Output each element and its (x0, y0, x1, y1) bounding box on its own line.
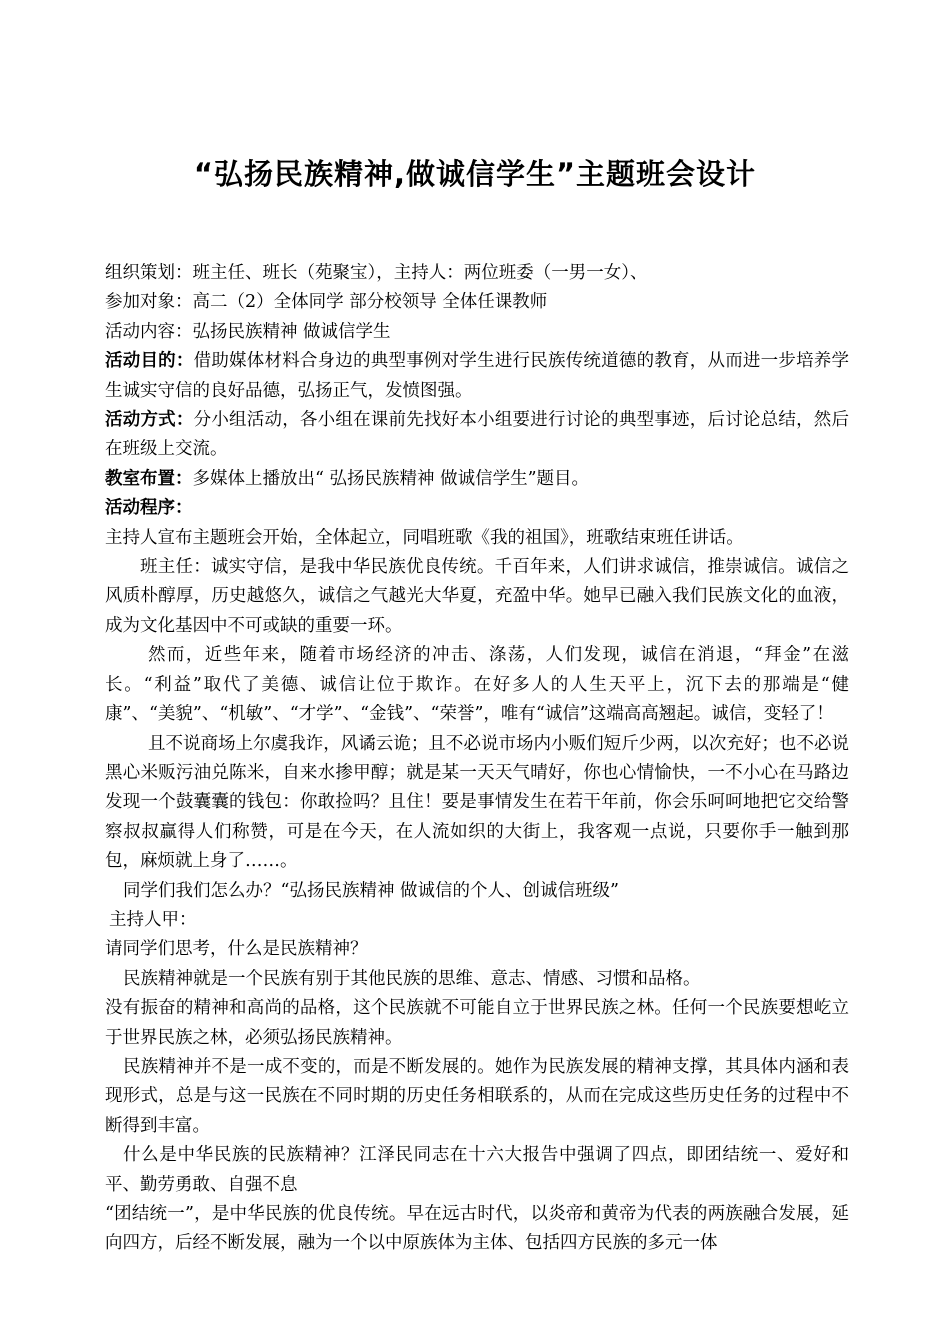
purpose-text: 借助媒体材料合身边的典型事例对学生进行民族传统道德的教育，从而进一步培养学生诚实守信的良好品德，弘扬正气，发愤图强。 (105, 351, 850, 401)
classroom-label: 教室布置： (105, 468, 193, 489)
body-paragraph-unity: “团结统一”，是中华民族的优良传统。早在远古时代，以炎帝和黄帝为代表的两族融合发展，延向四方，后经不断发展，融为一个以中原族体为主体、包括四方民族的多元一体 (105, 1204, 849, 1254)
participants-line: 参加对象：高二（2）全体同学 部分校领导 全体任课教师 (105, 292, 548, 313)
purpose-label: 活动目的： (105, 351, 194, 372)
classroom-paragraph (105, 465, 849, 494)
body-paragraph-importance: 没有振奋的精神和高尚的品格，这个民族就不可能自立于世界民族之林。任何一个民族要想屹立于世界民族之林，必须弘扬民族精神。 (105, 998, 849, 1048)
method-text: 分小组活动，各小组在课前先找好本小组要进行讨论的典型事迹，后讨论总结，然后在班级上交流。 (105, 410, 850, 460)
body-paragraph-wallet: 且不说商场上尔虞我诈，风谲云诡；且不必说市场内小贩们短斤少两，以次充好；也不必说黑心米贩污油兑陈米，自来水掺甲醇；就是某一天天气晴好，你也心情愉快，一不小心在马路边发现一个鼓囊囊的钱包：你敢捡吗？且住！要是事情发生在若干年前，你会乐呵呵地把它交给警察叔叔赢得人们称赞，可是在今天，在人流如织的大街上，我客观一点说，只要你手一触到那包，麻烦就上身了……。 (105, 733, 849, 872)
body-paragraph-development: 民族精神并不是一成不变的，而是不断发展的。她作为民族发展的精神支撑，其具体内涵和表现形式，总是与这一民族在不同时期的历史任务相联系的，从而在完成这些历史任务的过程中不断得到丰富。 (105, 1056, 849, 1136)
document-body (105, 259, 849, 1259)
method-paragraph (105, 406, 849, 465)
body-paragraph-market-economy: 然而，近些年来，随着市场经济的冲击、涤荡，人们发现，诚信在消退，“拜金”在滋长。“利益”取代了美德、诚信让位于欺诈。在好多人的人生天平上，沉下去的那端是“健康”、“美貌”、“机敏”、“才学”、“金钱”、“荣誉”，唯有“诚信”这端高高翘起。诚信，变轻了！ (105, 645, 849, 725)
body-paragraph-definition: 民族精神就是一个民族有别于其他民族的思维、意志、情感、习惯和品格。 (123, 968, 701, 989)
body-paragraph-think: 请同学们思考，什么是民族精神？ (105, 939, 368, 960)
body-paragraph-chinese-spirit: 什么是中华民族的民族精神？江泽民同志在十六大报告中强调了四点，即团结统一、爱好和平、勤劳勇敢、自强不息 (105, 1145, 849, 1195)
body-paragraph-teacher-speech: 班主任：诚实守信，是我中华民族优良传统。千百年来，人们讲求诚信，推崇诚信。诚信之风质朴醇厚，历史越悠久，诚信之气越光大华夏，充盈中华。她早已融入我们民族文化的血液，成为文化基因中不可或缺的重要一环。 (105, 557, 849, 636)
content-line: 活动内容：弘扬民族精神 做诚信学生 (105, 321, 391, 342)
classroom-text: 多媒体上播放出“ 弘扬民族精神 做诚信学生”题目。 (192, 468, 590, 489)
method-label: 活动方式： (105, 410, 194, 431)
body-paragraph-opening: 主持人宣布主题班会开始，全体起立，同唱班歌《我的祖国》，班歌结束班任讲话。 (105, 527, 744, 548)
procedure-heading: 活动程序： (105, 498, 193, 519)
purpose-paragraph (105, 347, 849, 406)
body-paragraph-question: 同学们我们怎么办？“弘扬民族精神 做诚信的个人、创诚信班级” (123, 880, 619, 901)
document-title: “弘扬民族精神,做诚信学生”主题班会设计 (193, 157, 757, 191)
organizer-line: 组织策划：班主任、班长（苑聚宝），主持人：两位班委（一男一女）、 (105, 263, 648, 283)
host-a-label: 主持人甲： (109, 909, 197, 930)
